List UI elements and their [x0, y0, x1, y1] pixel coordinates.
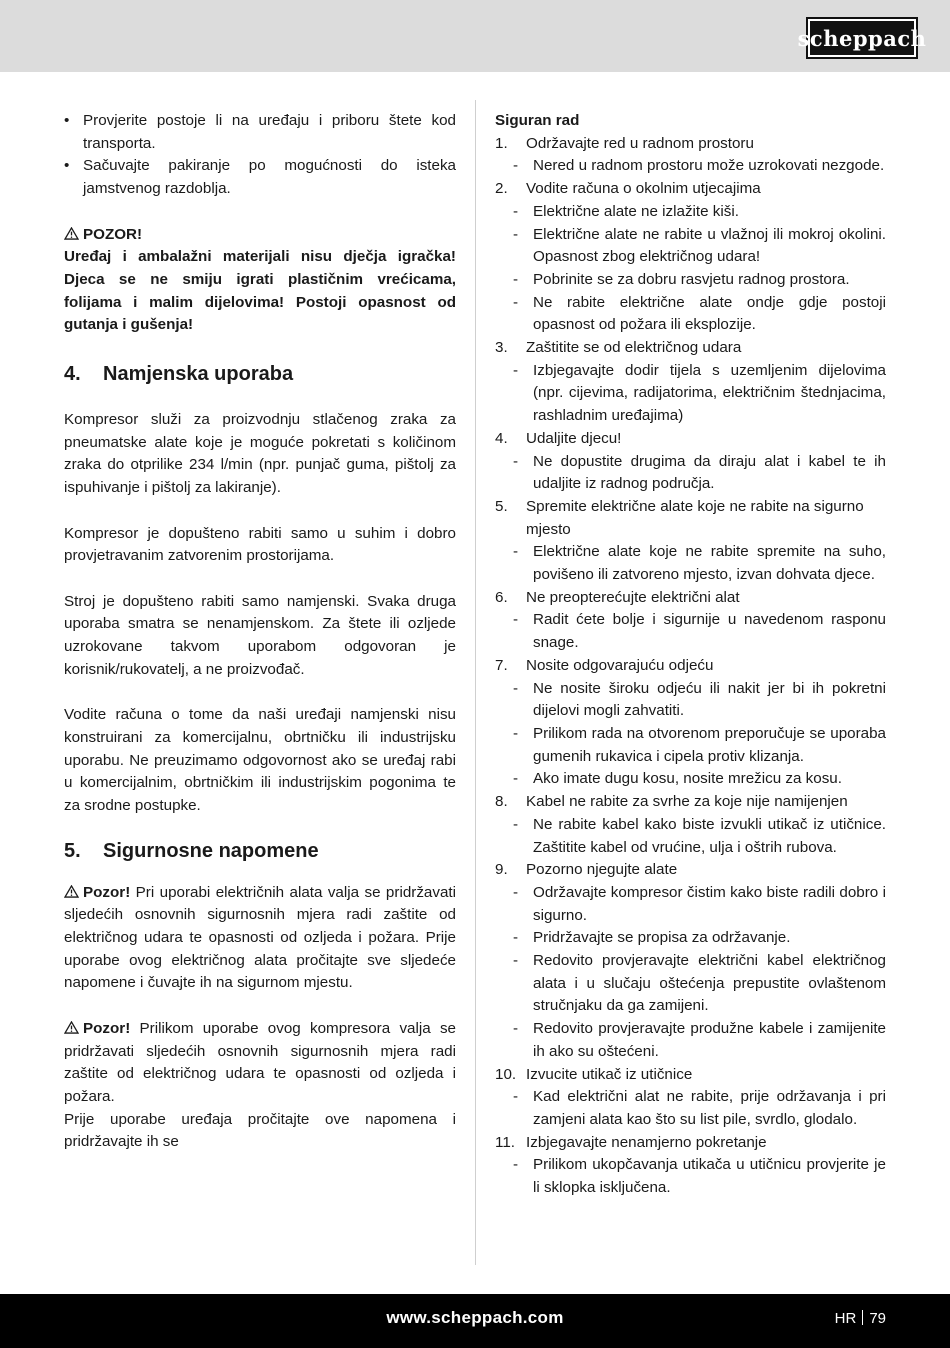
bullet-mark: •: [64, 112, 70, 129]
dash-item: - Električne alate ne izlažite kiši.: [513, 202, 739, 220]
numbered-item: [495, 1132, 886, 1155]
column-divider: [475, 100, 476, 1265]
dash-item: - Ne rabite električne alate ondje gdje postoji opasnost od požara ili eksplozije.: [513, 293, 886, 334]
warning-text: Uređaj i ambalažni materijali nisu dječja igračka! Djeca se ne smiju igrati plastičnim vrećicama, folijama i malim dijelovima! Postoji opasnost od gutanja i gušenja!: [64, 248, 456, 334]
safety-list: [495, 133, 886, 1200]
dash-item: - Prilikom ukopčavanja utikača u utičnicu provjerite je li sklopka isključena.: [513, 1156, 886, 1197]
dash-item: - Izbjegavajte dodir tijela s uzemljenim dijelovima (npr. cijevima, radijatorima, električnim štednjacima, rashladnim uređajima): [513, 361, 886, 425]
numbered-item: [495, 587, 886, 610]
warning-triangle-icon: [64, 1021, 79, 1034]
dash-item: - Ne rabite kabel kako biste izvukli utikač iz utičnice. Zaštitite kabel od vrućine, ulja i oštrih rubova.: [513, 815, 886, 856]
item-title: Nosite odgovarajuću odjeću: [526, 656, 714, 674]
numbered-item: [495, 791, 886, 814]
item-number: 2.: [495, 180, 508, 198]
paragraph: Kompresor služi za proizvodnju stlačenog zraka za pneumatske alate koje je moguće pokretati s količinom zraka do otprilike 234 l/min (npr. punjač guma, pištolj za ispuhivanje i pištolj za lakiranje).: [64, 411, 456, 497]
numbered-item: [495, 178, 886, 201]
dash-item: - Električne alate ne rabite u vlažnoj ili mokroj okolini. Opasnost zbog električnog udara!: [513, 225, 886, 266]
numbered-item: [495, 133, 886, 156]
dash-item: - Ne dopustite drugima da diraju alat i kabel te ih udaljite iz radnog područja.: [513, 452, 886, 493]
item-title: Vodite računa o okolnim utjecajima: [526, 180, 761, 198]
item-number: 4.: [495, 429, 508, 447]
numbered-item: [495, 496, 886, 541]
paragraph: Prije uporabe uređaja pročitajte ove napomena i pridržavajte ih se: [64, 1110, 456, 1151]
dash-item: - Nered u radnom prostoru može uzrokovati nezgode.: [513, 157, 885, 175]
list-item: • Provjerite postoje li na uređaju i priboru štete kod transporta.: [64, 112, 456, 152]
numbered-item: [495, 655, 886, 678]
dash-item: - Električne alate koje ne rabite spremite na suho, povišeno ili zatvoreno mjesto, izvan dohvata djece.: [513, 543, 886, 584]
dash-item: - Pobrinite se za dobru rasvjetu radnog prostora.: [513, 270, 850, 288]
numbered-item: [495, 859, 886, 882]
dash-item: - Redovito provjeravajte električni kabel električnog alata i u slučaju oštećenja prepustite ovlaštenom stručnjaku da ga zamijeni.: [513, 952, 886, 1015]
page-number: HR 79: [834, 1310, 886, 1327]
item-number: 1.: [495, 134, 508, 152]
item-title: Ne preopterećujte električni alat: [526, 588, 740, 606]
dash-item: - Pridržavajte se propisa za održavanje.: [513, 929, 791, 947]
item-title: Izvucite utikač iz utičnice: [526, 1065, 693, 1083]
item-title: Udaljite djecu!: [526, 429, 622, 447]
item-title: Spremite električne alate koje ne rabite na sigurno mjesto: [526, 497, 864, 538]
warning-paragraph: Pozor! Pri uporabi električnih alata valja se pridržavati sljedećih osnovnih sigurnosnih mjera radi zaštite od električnog udara te opasnosti od ozljeda i požara. Prije uporabe ovog električnog alata pročitajte sve sljedeće napomene i čuvajte ih na sigurnom mjestu.: [64, 883, 456, 992]
list-item: • Sačuvajte pakiranje po mogućnosti do isteka jamstvenog razdoblja.: [64, 157, 456, 198]
dash-item: - Radit ćete bolje i sigurnije u navedenom rasponu snage.: [513, 611, 886, 652]
item-title: Održavajte red u radnom prostoru: [526, 134, 754, 152]
dash-item: - Održavajte kompresor čistim kako biste radili dobro i sigurno.: [513, 883, 886, 924]
item-number: 6.: [495, 588, 508, 606]
section-heading-5: 5. Sigurnosne napomene: [64, 839, 319, 862]
header-band: [0, 0, 950, 72]
right-column: [495, 110, 886, 1200]
warning-title: POZOR!: [64, 224, 456, 247]
item-number: 10.: [495, 1065, 517, 1083]
item-title: Pozorno njegujte alate: [526, 861, 678, 879]
item-number: 5.: [495, 497, 508, 515]
numbered-item: [495, 428, 886, 451]
item-number: 9.: [495, 861, 508, 879]
subsection-title: Siguran rad: [495, 112, 580, 129]
dash-item: - Prilikom rada na otvorenom preporučuje se uporaba gumenih rukavica i cipela protiv klizanja.: [513, 724, 886, 765]
item-title: Izbjegavajte nenamjerno pokretanje: [526, 1133, 767, 1151]
item-number: 7.: [495, 656, 508, 674]
scheppach-logo: scheppach: [806, 17, 918, 59]
numbered-item: [495, 337, 886, 360]
item-number: 3.: [495, 339, 508, 357]
warning-triangle-icon: [64, 227, 79, 240]
paragraph: Kompresor je dopušteno rabiti samo u suhim i dobro provjetravanim zatvorenim prostorijama.: [64, 524, 456, 565]
left-column: [64, 110, 456, 1154]
item-number: 8.: [495, 793, 508, 811]
dash-item: - Ne nosite široku odjeću ili nakit jer bi ih pokretni dijelovi mogli zahvatiti.: [513, 679, 886, 720]
dash-item: - Redovito provjeravajte produžne kabele i zamijenite ih ako su oštećeni.: [513, 1020, 886, 1060]
warning-paragraph: Pozor! Prilikom uporabe ovog kompresora valja se pridržavati sljedećih osnovnih sigurnosnih mjera radi zaštite od električnog udara te opasnosti od ozljeda i požara.: [64, 1019, 456, 1105]
bullet-mark: •: [64, 157, 70, 175]
footer-url[interactable]: www.scheppach.com: [386, 1308, 564, 1327]
footer-band: [0, 1294, 950, 1348]
item-number: 11.: [495, 1133, 515, 1151]
section-heading-4: 4. Namjenska uporaba: [64, 363, 294, 386]
dash-item: - Ako imate dugu kosu, nosite mrežicu za kosu.: [513, 770, 842, 788]
warning-triangle-icon: [64, 885, 79, 898]
numbered-item: [495, 1064, 886, 1087]
item-title: Zaštitite se od električnog udara: [526, 339, 742, 357]
paragraph: Stroj je dopušteno rabiti samo namjenski. Svaka druga uporaba smatra se nenamjenskom. Za štete ili ozljede uzrokovane takvom uporabom odgovoran je korisnik/rukovatelj, a ne proizvođač.: [64, 592, 456, 678]
item-title: Kabel ne rabite za svrhe za koje nije namijenjen: [526, 793, 848, 811]
paragraph: Vodite računa o tome da naši uređaji namjenski nisu konstruirani za komercijalnu, obrtničku ili industrijsku uporabu. Ne preuzimamo odgovornost ako se uređaj rabi u komercijalnim, obrtničkim ili industrijskim pogonima te za srodne postupke.: [64, 706, 456, 814]
dash-item: - Kad električni alat ne rabite, prije održavanja i pri zamjeni alata kao što su list pile, svrdlo, glodalo.: [513, 1088, 886, 1128]
